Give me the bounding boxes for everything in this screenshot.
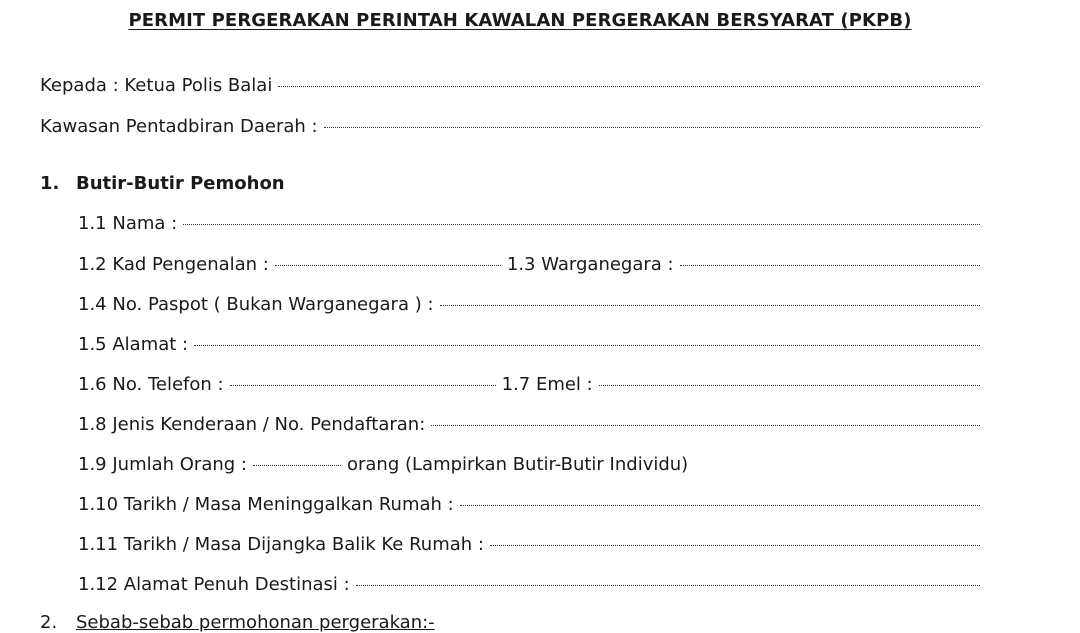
section-1-heading: [40, 173, 285, 194]
section-1-number: 1.: [40, 173, 60, 194]
nama-fill-line[interactable]: [183, 223, 980, 225]
jumlah-suffix: orang (Lampirkan Butir-Butir Individu): [346, 454, 689, 475]
tarikh-keluar-fill-line[interactable]: [460, 504, 980, 506]
tarikh-keluar-label: 1.10 Tarikh / Masa Meninggalkan Rumah :: [78, 494, 454, 515]
destinasi-fill-line[interactable]: [356, 584, 980, 586]
emel-label: 1.7 Emel :: [501, 374, 593, 395]
telefon-fill-line[interactable]: [230, 384, 496, 386]
nama-label: 1.1 Nama :: [78, 213, 178, 234]
warganegara-fill-line[interactable]: [680, 264, 980, 266]
telefon-label: 1.6 No. Telefon :: [78, 374, 224, 395]
kenderaan-label: 1.8 Jenis Kenderaan / No. Pendaftaran:: [78, 414, 426, 435]
section-1-title: Butir-Butir Pemohon: [76, 173, 285, 194]
destinasi-line: [78, 574, 980, 595]
kad-label: 1.2 Kad Pengenalan :: [78, 254, 269, 275]
tarikh-keluar-line: [78, 494, 980, 515]
alamat-fill-line[interactable]: [194, 344, 980, 346]
emel-fill-line[interactable]: [599, 384, 980, 386]
paspot-line: [78, 294, 980, 315]
paspot-label: 1.4 No. Paspot ( Bukan Warganegara ) :: [78, 294, 434, 315]
kepada-line: [40, 75, 980, 96]
telefon-emel-line: [78, 374, 980, 395]
kenderaan-line: [78, 414, 980, 435]
alamat-label: 1.5 Alamat :: [78, 334, 189, 355]
kawasan-fill-line[interactable]: [324, 126, 980, 128]
kawasan-label: Kawasan Pentadbiran Daerah :: [40, 116, 318, 137]
kenderaan-fill-line[interactable]: [431, 424, 980, 426]
form-title: PERMIT PERGERAKAN PERINTAH KAWALAN PERGERAKAN BERSYARAT (PKPB): [128, 10, 912, 31]
kepada-fill-line[interactable]: [278, 85, 980, 87]
alamat-line: [78, 334, 980, 355]
jumlah-line: [78, 454, 688, 475]
destinasi-label: 1.12 Alamat Penuh Destinasi :: [78, 574, 350, 595]
jumlah-label: 1.9 Jumlah Orang :: [78, 454, 247, 475]
nama-line: [78, 213, 980, 234]
tarikh-balik-fill-line[interactable]: [490, 544, 980, 546]
section-2-title: Sebab-sebab permohonan pergerakan:-: [76, 612, 435, 633]
kad-warganegara-line: [78, 254, 980, 275]
jumlah-fill-line[interactable]: [253, 464, 341, 466]
section-2-number: 2.: [40, 612, 58, 633]
kepada-label: Kepada : Ketua Polis Balai: [40, 75, 273, 96]
tarikh-balik-line: [78, 534, 980, 555]
kad-fill-line[interactable]: [275, 264, 501, 266]
kawasan-line: [40, 116, 980, 137]
paspot-fill-line[interactable]: [440, 304, 980, 306]
tarikh-balik-label: 1.11 Tarikh / Masa Dijangka Balik Ke Rumah :: [78, 534, 484, 555]
warganegara-label: 1.3 Warganegara :: [506, 254, 674, 275]
